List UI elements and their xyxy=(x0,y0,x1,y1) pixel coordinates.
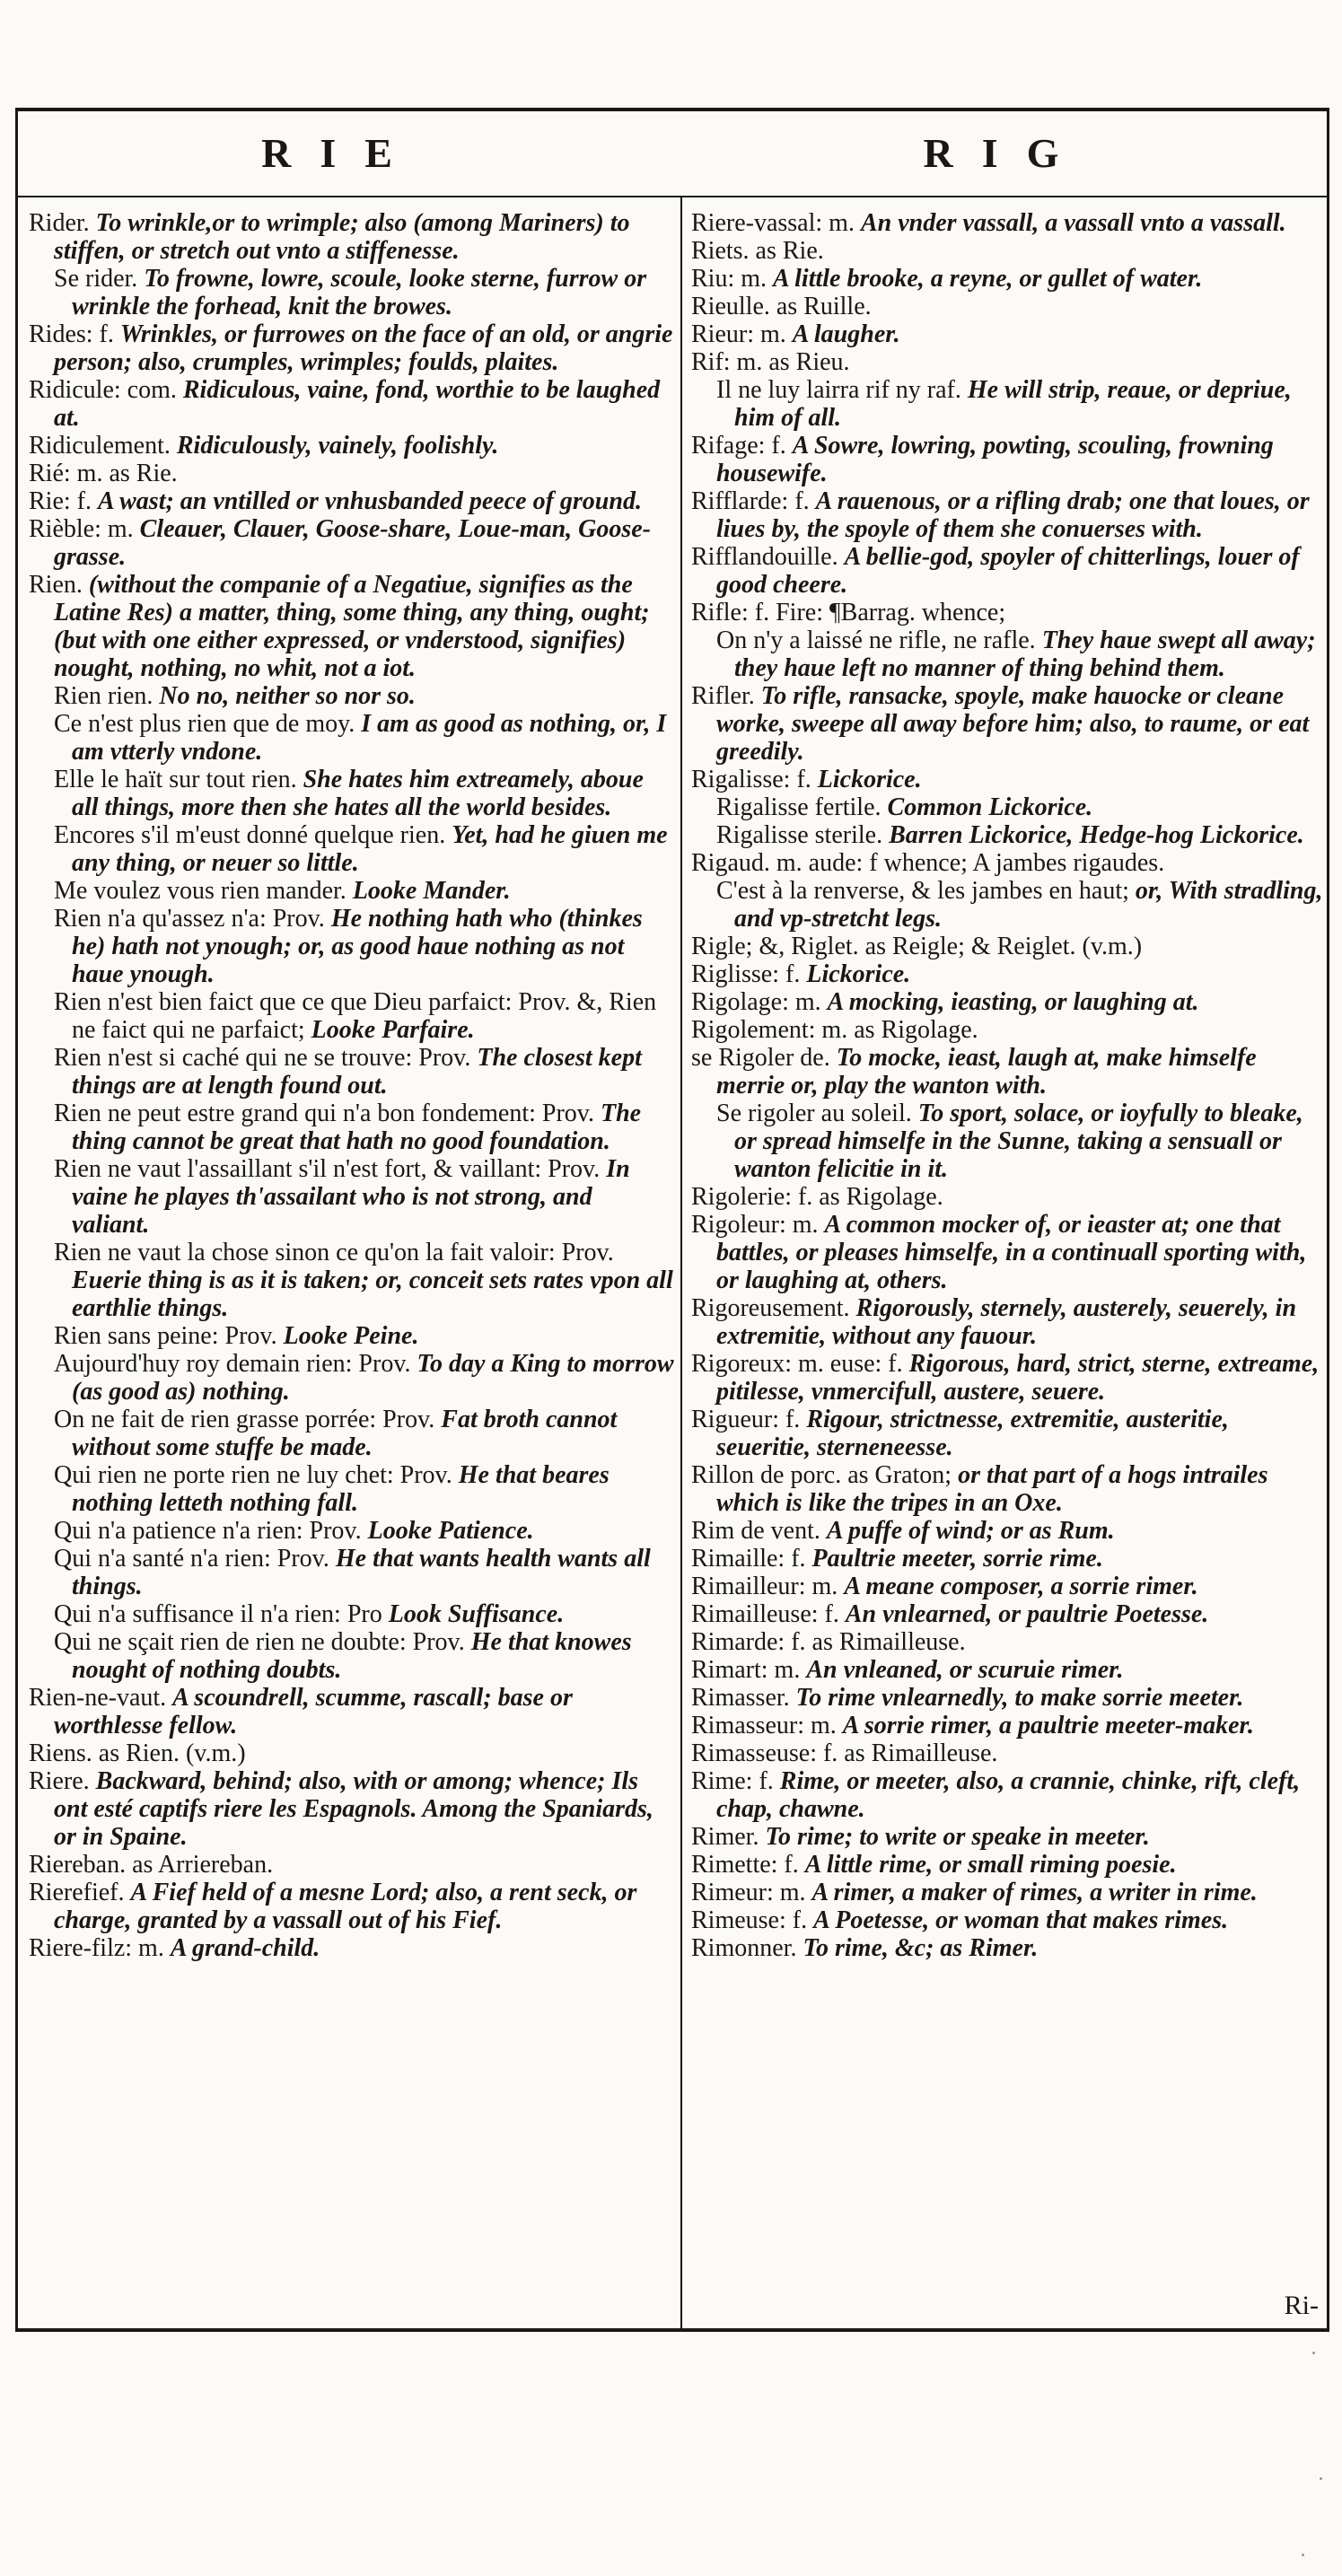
headword: Riereban. as Arriereban. xyxy=(29,1851,274,1879)
headword: Rimailleur: m. xyxy=(691,1573,838,1600)
dictionary-entry xyxy=(29,1044,675,1100)
definition: Paultrie meeter, sorrie rime. xyxy=(811,1545,1103,1573)
definition: In vaine he playes th'assailant who is not strong, and valiant. xyxy=(72,1155,630,1239)
definition: I am as good as nothing, or, I am vtterly vndone. xyxy=(72,710,667,766)
headword: Rien ne vaut la chose sinon ce qu'on la fait valoir: Prov. xyxy=(54,1239,614,1266)
definition: (without the companie of a Negatiue, signifies as the Latine Res) a matter, thing, some thing, any thing, ought; (but with one either expressed, or vnderstood, signifies) nought, nothing, no whit, not a iot. xyxy=(54,571,650,682)
dictionary-entry xyxy=(29,432,675,460)
dictionary-entry xyxy=(691,793,1324,821)
header-rule xyxy=(15,196,1329,197)
definition: Fat broth cannot without some stuffe be made. xyxy=(72,1406,618,1461)
definition: Yet, had he giuen me any thing, or neuer so little. xyxy=(72,821,668,877)
definition: A laugher. xyxy=(792,320,900,348)
dictionary-entry xyxy=(29,487,675,515)
definition: He that knowes nought of nothing doubts. xyxy=(72,1628,632,1684)
headword: Rigueur: f. xyxy=(691,1406,801,1433)
dictionary-entry xyxy=(691,1739,1324,1767)
dictionary-entry xyxy=(691,1294,1324,1350)
dictionary-entry xyxy=(691,376,1324,432)
dictionary-entry xyxy=(691,432,1324,487)
headword: Rigalisse sterile. xyxy=(716,821,883,849)
dictionary-entry xyxy=(691,293,1324,320)
definition: No no, neither so nor so. xyxy=(159,682,416,710)
headword: Il ne luy lairra rif ny raf. xyxy=(716,376,961,404)
dictionary-entry xyxy=(29,1406,675,1461)
definition: Rigorously, sternely, austerely, seuerely, in extremitie, without any fauour. xyxy=(716,1294,1297,1350)
dictionary-entry xyxy=(29,1739,675,1767)
headword: Rimasser. xyxy=(691,1684,790,1712)
dictionary-entry xyxy=(691,1100,1324,1183)
dictionary-entry xyxy=(29,1767,675,1851)
headword: Ridicule: com. xyxy=(29,376,177,404)
dictionary-entry xyxy=(691,877,1324,933)
dictionary-entry xyxy=(691,1656,1324,1684)
dictionary-entry xyxy=(29,1350,675,1406)
dictionary-entry xyxy=(29,821,675,877)
headword: Rieulle. as Ruille. xyxy=(691,293,872,320)
dictionary-entry xyxy=(691,599,1324,626)
headword: Rimeur: m. xyxy=(691,1879,806,1906)
headword: Qui n'a patience n'a rien: Prov. xyxy=(54,1517,362,1545)
headword: Rimasseur: m. xyxy=(691,1712,837,1739)
ink-speck xyxy=(1302,2554,1304,2556)
definition: Looke Mander. xyxy=(352,877,511,905)
dictionary-entry xyxy=(691,1934,1324,1962)
headword: Elle le haït sur tout rien. xyxy=(54,766,297,793)
definition: Rigour, strictnesse, extremitie, austeritie, seueritie, sterneneesse. xyxy=(716,1406,1229,1461)
definition: To rime, &c; as Rimer. xyxy=(803,1934,1039,1962)
definition: A Fief held of a mesne Lord; also, a rent seck, or charge, granted by a vassall out of his Fief. xyxy=(54,1879,637,1934)
dictionary-entry xyxy=(29,1545,675,1600)
headword: Rien sans peine: Prov. xyxy=(54,1322,277,1350)
headword: Aujourd'huy roy demain rien: Prov. xyxy=(54,1350,411,1378)
definition: Backward, behind; also, with or among; whence; Ils ont esté captifs riere les Espagnols. Among the Spaniards, or in Spaine. xyxy=(54,1767,653,1851)
definition: To day a King to morrow (as good as) nothing. xyxy=(72,1350,674,1406)
definition: Lickorice. xyxy=(817,766,922,793)
headword: Rides: f. xyxy=(29,320,114,348)
headword: Rien. xyxy=(29,571,83,599)
definition: Look Suffisance. xyxy=(388,1600,565,1628)
dictionary-entry xyxy=(29,1100,675,1155)
dictionary-entry xyxy=(691,237,1324,265)
definition: They haue swept all away; they haue left no manner of thing behind them. xyxy=(734,626,1316,682)
headword: Rigolement: m. as Rigolage. xyxy=(691,1016,978,1044)
dictionary-entry xyxy=(691,320,1324,348)
headword: Rimarde: f. as Rimailleuse. xyxy=(691,1628,966,1656)
headword: Rigoreux: m. euse: f. xyxy=(691,1350,903,1378)
definition: Barren Lickorice, Hedge-hog Lickorice. xyxy=(889,821,1304,849)
definition: A common mocker of, or ieaster at; one that battles, or pleases himselfe, in a continuall sporting with, or laughing at, others. xyxy=(716,1211,1307,1294)
dictionary-entry xyxy=(691,626,1324,682)
dictionary-entry xyxy=(29,682,675,710)
headword: Rigle; &, Riglet. as Reigle; & Reiglet. (v.m.) xyxy=(691,933,1143,960)
definition: Looke Parfaire. xyxy=(311,1016,475,1044)
dictionary-entry xyxy=(691,487,1324,543)
definition: A mocking, ieasting, or laughing at. xyxy=(827,988,1199,1016)
headword: Rim de vent. xyxy=(691,1517,820,1545)
headword: Riglisse: f. xyxy=(691,960,801,988)
dictionary-entry xyxy=(29,1322,675,1350)
definition: A little brooke, a reyne, or gullet of water. xyxy=(773,265,1203,293)
dictionary-entry xyxy=(29,766,675,821)
headword: Rifflandouille. xyxy=(691,543,838,571)
dictionary-entry xyxy=(691,543,1324,599)
definition: A Sowre, lowring, powting, scouling, frowning housewife. xyxy=(716,432,1274,487)
dictionary-entry xyxy=(691,1712,1324,1739)
dictionary-entry xyxy=(691,1600,1324,1628)
dictionary-entry xyxy=(691,766,1324,793)
dictionary-entry xyxy=(29,988,675,1044)
headword: Se rider. xyxy=(54,265,138,293)
definition: He nothing hath who (thinkes he) hath not ynough; or, as good haue nothing as not haue ynough. xyxy=(72,905,643,988)
dictionary-entry xyxy=(691,1879,1324,1906)
headword: Rien n'est si caché qui ne se trouve: Prov. xyxy=(54,1044,471,1072)
dictionary-entry xyxy=(691,1545,1324,1573)
definition: To rime; to write or speake in meeter. xyxy=(765,1823,1150,1851)
headword: Rié: m. as Rie. xyxy=(29,460,178,487)
definition: To sport, solace, or ioyfully to bleake, or spread himselfe in the Sunne, taking a sensuall or wanton felicitie in it. xyxy=(734,1100,1303,1183)
headword: Rièble: m. xyxy=(29,515,134,543)
definition: A wast; an vntilled or vnhusbanded peece of ground. xyxy=(98,487,642,515)
headword: Rimart: m. xyxy=(691,1656,801,1684)
headword: Rimasseuse: f. as Rimailleuse. xyxy=(691,1739,998,1767)
dictionary-entry xyxy=(29,1239,675,1322)
definition: A Poetesse, or woman that makes rimes. xyxy=(813,1906,1229,1934)
definition: Wrinkles, or furrowes on the face of an old, or angrie person; also, crumples, wrimples; foulds, plaites. xyxy=(54,320,673,376)
dictionary-entry xyxy=(29,1851,675,1879)
headword: Encores s'il m'eust donné quelque rien. xyxy=(54,821,446,849)
definition: A sorrie rimer, a paultrie meeter-maker. xyxy=(842,1712,1254,1739)
catchword: Ri- xyxy=(1284,2291,1319,2320)
dictionary-entry xyxy=(691,682,1324,766)
headword: Riere-vassal: m. xyxy=(691,209,855,237)
definition: Ridiculously, vainely, foolishly. xyxy=(176,432,499,460)
dictionary-entry xyxy=(29,320,675,376)
dictionary-entry xyxy=(29,1628,675,1684)
headword: Rierefief. xyxy=(29,1879,125,1906)
definition: He that wants health wants all things. xyxy=(72,1545,651,1600)
definition: To wrinkle,or to wrimple; also (among Mariners) to stiffen, or stretch out vnto a stiffenesse. xyxy=(54,209,630,265)
headword: Se rigoler au soleil. xyxy=(716,1100,912,1127)
dictionary-entry xyxy=(691,960,1324,988)
definition: A puffe of wind; or as Rum. xyxy=(826,1517,1115,1545)
dictionary-entry xyxy=(29,1155,675,1239)
headword: Ridiculement. xyxy=(29,432,171,460)
dictionary-entry xyxy=(29,1461,675,1517)
definition: Common Lickorice. xyxy=(887,793,1093,821)
definition: A rauenous, or a rifling drab; one that loues, or liues by, the spoyle of them she conuerses with. xyxy=(716,487,1310,543)
headword: Riere-filz: m. xyxy=(29,1934,164,1962)
definition: To rime vnlearnedly, to make sorrie meeter. xyxy=(795,1684,1244,1712)
headword: Rifage: f. xyxy=(691,432,786,460)
headword: On ne fait de rien grasse porrée: Prov. xyxy=(54,1406,435,1433)
definition: or, With stradling, and vp-stretcht legs. xyxy=(734,877,1323,933)
dictionary-entry xyxy=(29,515,675,571)
headword: Rif: m. as Rieu. xyxy=(691,348,850,376)
running-head-left: RIE xyxy=(261,130,421,176)
headword: Rimonner. xyxy=(691,1934,797,1962)
headword: Rigolage: m. xyxy=(691,988,821,1016)
headword: Rigalisse: f. xyxy=(691,766,811,793)
dictionary-entry xyxy=(691,348,1324,376)
ink-speck xyxy=(1320,2477,1322,2480)
headword: Rien rien. xyxy=(54,682,153,710)
running-head-right: RIG xyxy=(923,130,1088,176)
dictionary-entry xyxy=(691,1016,1324,1044)
headword: Rider. xyxy=(29,209,90,237)
dictionary-entry xyxy=(29,1517,675,1545)
dictionary-entry xyxy=(691,933,1324,960)
dictionary-entry xyxy=(29,1879,675,1934)
headword: Riens. as Rien. (v.m.) xyxy=(29,1739,246,1767)
dictionary-entry xyxy=(691,1517,1324,1545)
dictionary-entry xyxy=(691,265,1324,293)
dictionary-entry xyxy=(691,1044,1324,1100)
definition: To mocke, ieast, laugh at, make himselfe merrie or, play the wanton with. xyxy=(716,1044,1257,1100)
definition: A meane composer, a sorrie rimer. xyxy=(844,1573,1198,1600)
definition: A bellie-god, spoyler of chitterlings, louer of good cheere. xyxy=(716,543,1300,599)
dictionary-entry xyxy=(691,849,1324,877)
dictionary-entry xyxy=(691,1573,1324,1600)
headword: Qui n'a suffisance il n'a rien: Pro xyxy=(54,1600,382,1628)
dictionary-entry xyxy=(691,988,1324,1016)
headword: Riu: m. xyxy=(691,265,767,293)
definition: Cleauer, Clauer, Goose-share, Loue-man, Goose-grasse. xyxy=(54,515,652,571)
definition: A grand-child. xyxy=(170,1934,320,1962)
headword: Rieur: m. xyxy=(691,320,786,348)
dictionary-entry xyxy=(691,1211,1324,1294)
headword: Rie: f. xyxy=(29,487,92,515)
headword: Rien ne vaut l'assaillant s'il n'est fort, & vaillant: Prov. xyxy=(54,1155,601,1183)
dictionary-entry xyxy=(691,1406,1324,1461)
definition: Euerie thing is as it is taken; or, conceit sets rates vpon all earthlie things. xyxy=(72,1266,673,1322)
definition: She hates him extreamely, aboue all things, more then she hates all the world besides. xyxy=(72,766,644,821)
definition: A little rime, or small riming poesie. xyxy=(804,1851,1177,1879)
definition: A scoundrell, scumme, rascall; base or worthlesse fellow. xyxy=(54,1684,573,1739)
headword: Rimer. xyxy=(691,1823,759,1851)
headword: On n'y a laissé ne rifle, ne rafle. xyxy=(716,626,1036,654)
definition: An vnleaned, or scuruie rimer. xyxy=(806,1656,1124,1684)
headword: Rigalisse fertile. xyxy=(716,793,882,821)
headword: Rillon de porc. as Graton; xyxy=(691,1461,952,1489)
dictionary-entry xyxy=(691,1461,1324,1517)
definition: An vnder vassall, a vassall vnto a vassall. xyxy=(860,209,1286,237)
headword: Qui ne sçait rien de rien ne doubte: Prov. xyxy=(54,1628,465,1656)
headword: Rigoreusement. xyxy=(691,1294,850,1322)
dictionary-entry xyxy=(29,376,675,432)
headword: C'est à la renverse, & les jambes en haut; xyxy=(716,877,1129,905)
headword: Rime: f. xyxy=(691,1767,774,1795)
headword: Rifle: f. Fire: ¶Barrag. whence; xyxy=(691,599,1006,626)
headword: Rien ne peut estre grand qui n'a bon fondement: Prov. xyxy=(54,1100,594,1127)
definition: The closest kept things are at length found out. xyxy=(72,1044,642,1100)
definition: An vnlearned, or paultrie Poetesse. xyxy=(845,1600,1209,1628)
headword: Riets. as Rie. xyxy=(691,237,824,265)
headword: Rimaille: f. xyxy=(691,1545,806,1573)
column-rule xyxy=(680,197,682,2330)
headword: Rifflarde: f. xyxy=(691,487,810,515)
headword: Rifler. xyxy=(691,682,755,710)
headword: Rimette: f. xyxy=(691,1851,799,1879)
headword: Me voulez vous rien mander. xyxy=(54,877,346,905)
definition: Lickorice. xyxy=(806,960,911,988)
definition: Looke Patience. xyxy=(367,1517,534,1545)
headword: Rimailleuse: f. xyxy=(691,1600,839,1628)
headword: Rien n'a qu'assez n'a: Prov. xyxy=(54,905,325,933)
dictionary-entry xyxy=(691,1906,1324,1934)
definition: The thing cannot be great that hath no good foundation. xyxy=(72,1100,642,1155)
headword: Riere. xyxy=(29,1767,90,1795)
headword: se Rigoler de. xyxy=(691,1044,830,1072)
definition: Looke Peine. xyxy=(283,1322,419,1350)
headword: Rimeuse: f. xyxy=(691,1906,808,1934)
headword: Rien-ne-vaut. xyxy=(29,1684,167,1712)
dictionary-entry xyxy=(29,1684,675,1739)
headword: Rigaud. m. aude: f whence; A jambes rigaudes. xyxy=(691,849,1165,877)
dictionary-entry xyxy=(691,1183,1324,1211)
headword: Qui rien ne porte rien ne luy chet: Prov. xyxy=(54,1461,452,1489)
dictionary-entry xyxy=(691,1684,1324,1712)
definition: Ridiculous, vaine, fond, worthie to be laughed at. xyxy=(54,376,661,432)
definition: or that part of a hogs intrailes which is like the tripes in an Oxe. xyxy=(716,1461,1268,1517)
dictionary-entry xyxy=(29,571,675,682)
definition: He will strip, reaue, or depriue, him of all. xyxy=(734,376,1292,432)
right-column xyxy=(691,209,1324,1962)
headword: Rigoleur: m. xyxy=(691,1211,819,1239)
dictionary-entry xyxy=(691,1851,1324,1879)
headword: Ce n'est plus rien que de moy. xyxy=(54,710,355,738)
headword: Rigolerie: f. as Rigolage. xyxy=(691,1183,943,1211)
dictionary-entry xyxy=(29,209,675,265)
dictionary-entry xyxy=(29,265,675,320)
definition: A rimer, a maker of rimes, a writer in rime. xyxy=(811,1879,1258,1906)
dictionary-entry xyxy=(29,1934,675,1962)
ink-speck xyxy=(1312,2352,1315,2354)
definition: To rifle, ransacke, spoyle, make hauocke or cleane worke, sweepe all away before him; also, to raume, or eat greedily. xyxy=(716,682,1310,766)
dictionary-entry xyxy=(691,1350,1324,1406)
dictionary-entry xyxy=(29,710,675,766)
dictionary-entry xyxy=(691,1767,1324,1823)
dictionary-entry xyxy=(29,460,675,487)
dictionary-entry xyxy=(691,821,1324,849)
dictionary-entry xyxy=(691,1823,1324,1851)
left-column xyxy=(29,209,675,1962)
definition: Rime, or meeter, also, a crannie, chinke, rift, cleft, chap, chawne. xyxy=(716,1767,1301,1823)
headword: Rien n'est bien faict que ce que Dieu parfaict: Prov. &, Rien ne faict qui ne parfaict; xyxy=(54,988,657,1044)
dictionary-entry xyxy=(29,1600,675,1628)
definition: He that beares nothing letteth nothing fall. xyxy=(72,1461,610,1517)
definition: Rigorous, hard, strict, sterne, extreame, pitilesse, vnmercifull, austere, seuere. xyxy=(716,1350,1320,1406)
definition: To frowne, lowre, scoule, looke sterne, furrow or wrinkle the forhead, knit the browes. xyxy=(72,265,647,320)
headword: Qui n'a santé n'a rien: Prov. xyxy=(54,1545,329,1573)
dictionary-entry xyxy=(691,1628,1324,1656)
dictionary-entry xyxy=(29,877,675,905)
dictionary-entry xyxy=(691,209,1324,237)
dictionary-entry xyxy=(29,905,675,988)
